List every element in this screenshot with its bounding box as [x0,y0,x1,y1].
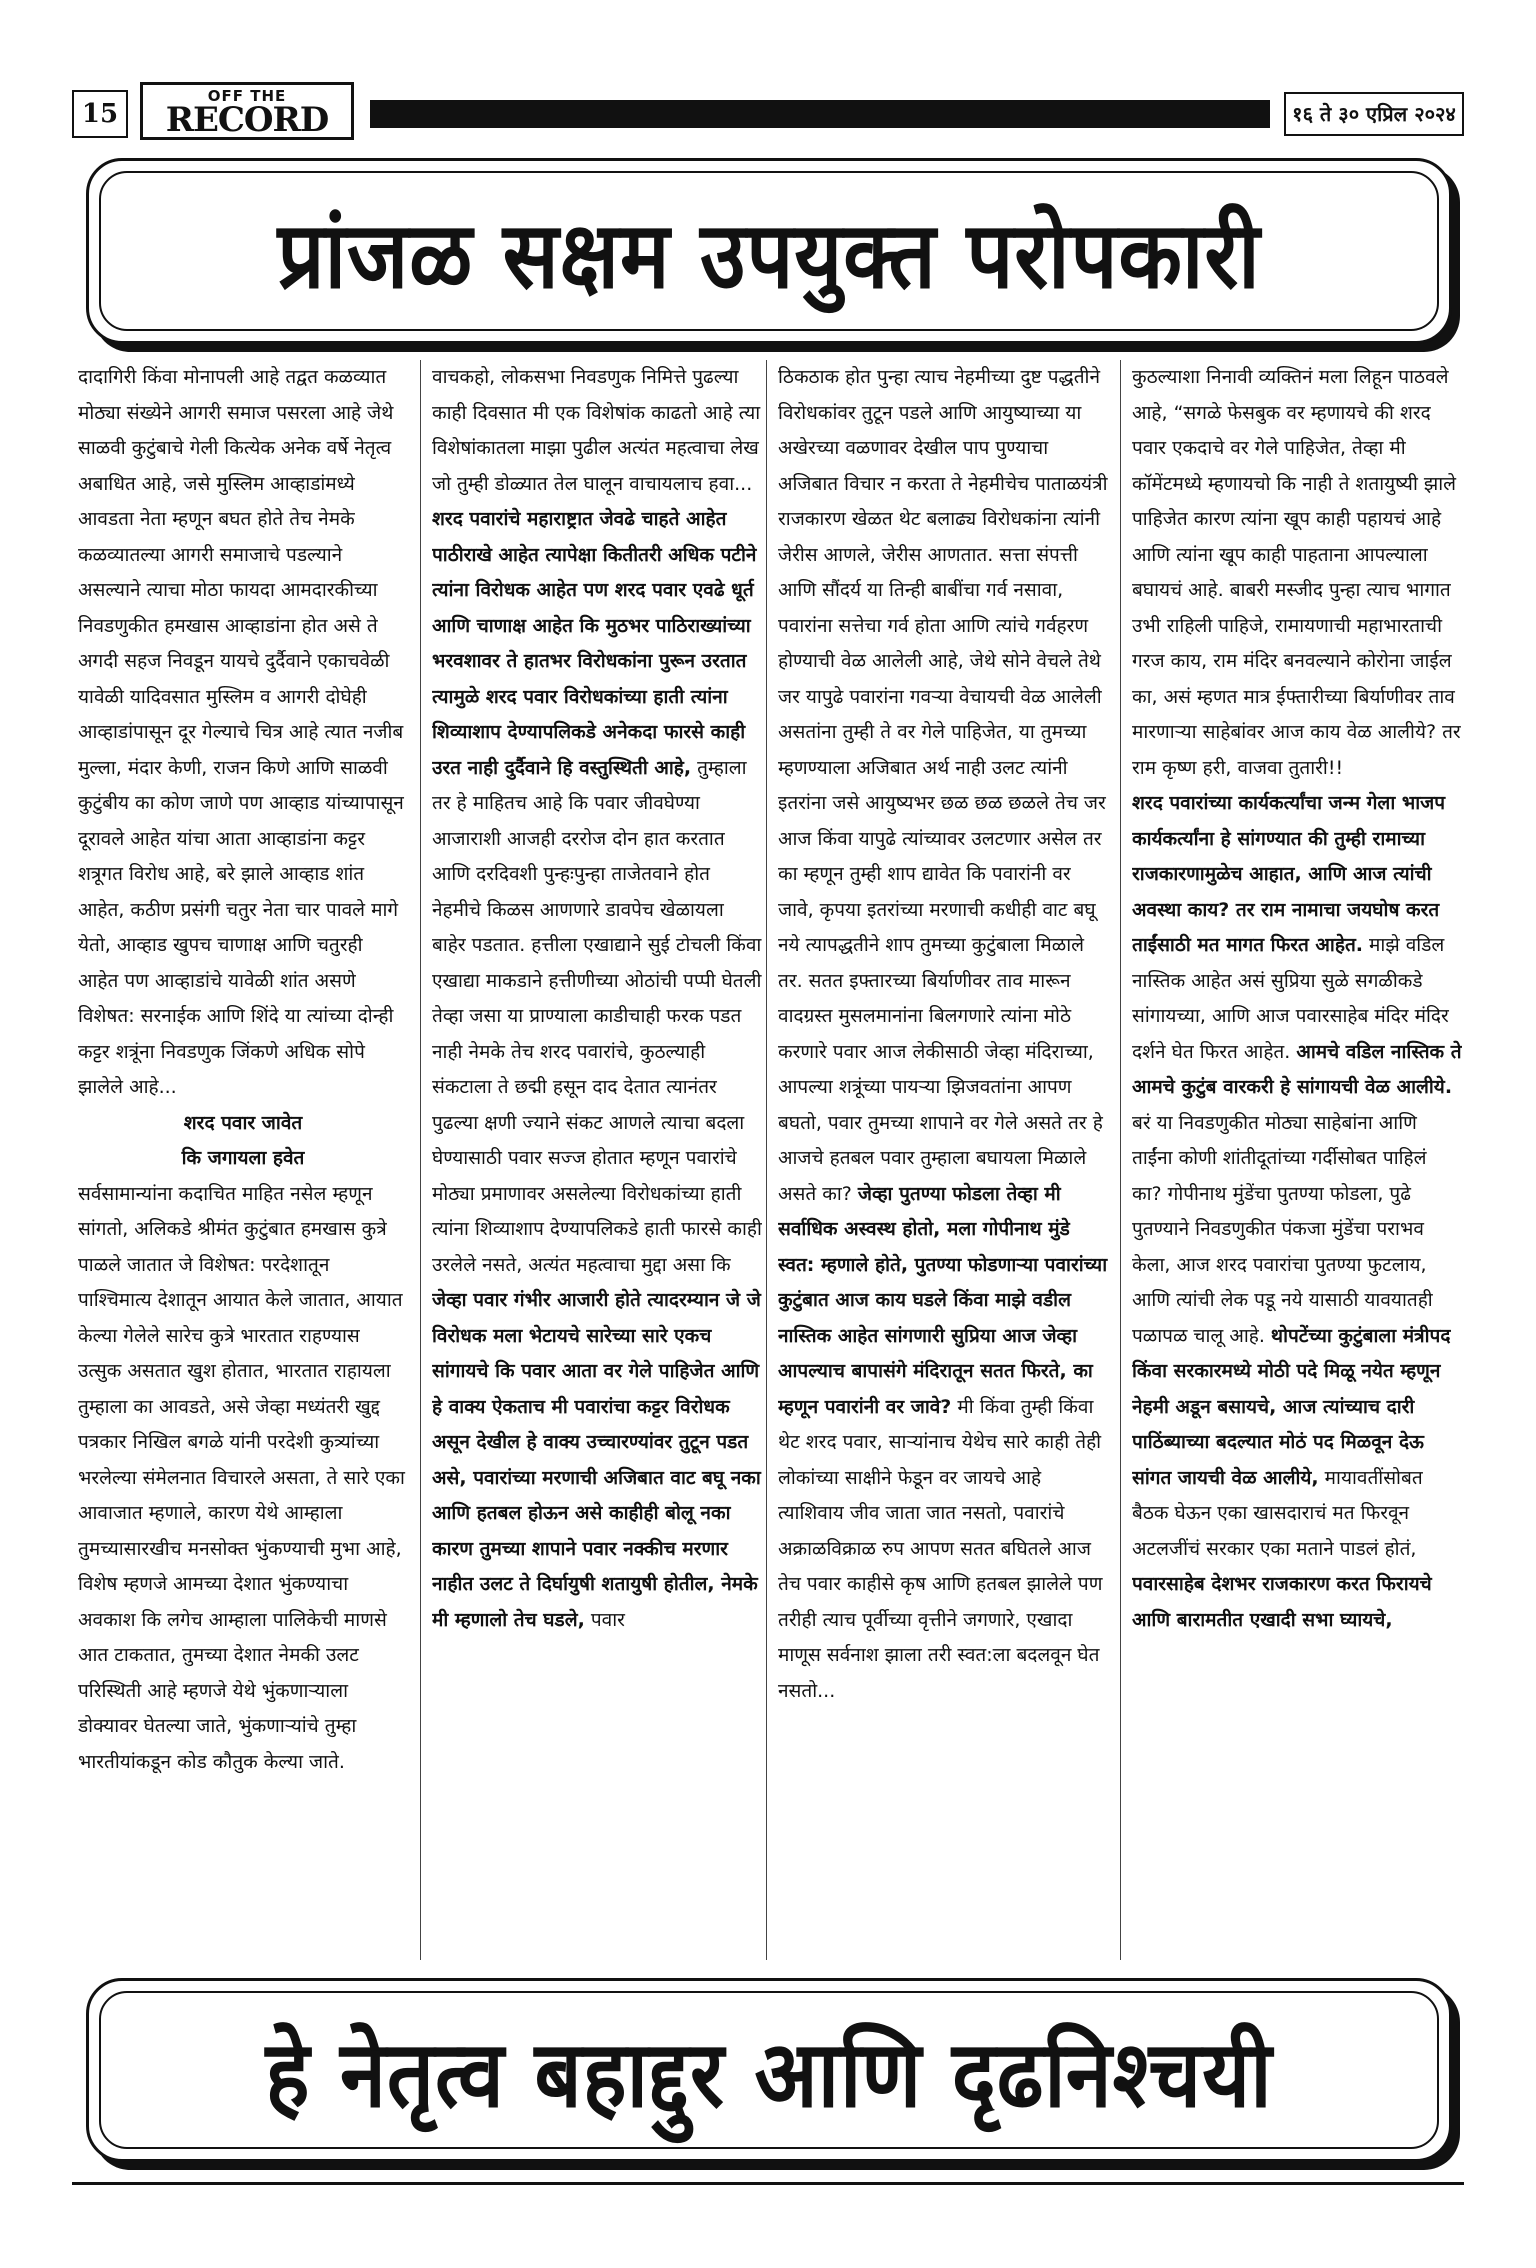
body-text: पवार [584,1608,625,1631]
bold-text: शरद पवारांचे महाराष्ट्रात जेवढे चाहते आहेत पाठीराखे आहेत त्यापेक्षा कितीतरी अधिक पटीने त्यांना विरोधक आहेत पण शरद पवार एवढे धूर्त आणि चाणाक्ष आहेत कि मुठभर पाठिराख्यांच्या भरवशावर ते हातभर विरोधकांना पुरून उरतात त्यामुळे शरद पवार विरोधकांच्या हाती त्यांना शिव्याशाप देण्यापलिकडे अनेकदा फारसे काही उरत नाही दुर्दैवाने हि वस्तुस्थिती आहे, [432,508,757,779]
body-text: मायावतींसोबत बैठक घेऊन एका खासदाराचं मत फिरवून अटलजींचं सरकार एका मताने पाडलं होतं, [1132,1466,1423,1560]
bold-text: शरद पवारांच्या कार्यकर्त्यांचा जन्म गेला भाजप कार्यकर्त्यांना हे सांगण्यात की तुम्ही रामाच्या राजकारणामुळेच आहात, आणि आज त्यांची अवस्था काय? तर राम नामाचा जयघोष करत ताईंसाठी मत मागत फिरत आहेत. [1132,792,1446,956]
header-rule-bar [370,100,1270,128]
bold-text: जेव्हा पवार गंभीर आजारी होते त्यादरम्यान जे जे विरोधक मला भेटायचे सारेच्या सारे एकच सांगायचे कि पवार आता वर गेले पाहिजेत आणि हे वाक्य ऐकताच मी पवारांचा कट्टर विरोधक असून देखील हे वाक्य उच्चारण्यांवर तुटून पडत असे, पवारांच्या मरणाची अजिबात वाट बघू नका आणि हतबल होऊन असे काहीही बोलू नका कारण तुमच्या शापाने पवार नक्कीच मरणार नाहीत उलट ते दिर्घायुषी शतायुषी होतील, नेमके मी म्हणालो तेच घडले, [432,1289,761,1631]
article-column-3 [778,360,1108,1958]
page-number: 15 [72,90,128,138]
body-text: ठिकठाक होत पुन्हा त्याच नेहमीच्या दुष्ट पद्धतीने विरोधकांवर तुटून पडले आणि आयुष्याच्या या अखेरच्या वळणावर देखील पाप पुण्याचा अजिबात विचार न करता ते नेहमीचेच पाताळयंत्री राजकारण खेळत थेट बलाढ्य विरोधकांना त्यांनी जेरीस आणले, जेरीस आणतात. सत्ता संपत्ती आणि सौंदर्य या तिन्ही बाबींचा गर्व नसावा, पवारांना सत्तेचा गर्व होता आणि त्यांचे गर्वहरण होण्याची वेळ आलेली आहे, जेथे सोने वेचले तेथे जर यापुढे पवारांना गवऱ्या वेचायची वेळ आलेली असतांना तुम्ही ते वर गेले पाहिजेत, या तुमच्या म्हणण्याला अजिबात अर्थ नाही उलट त्यांनी इतरांना जसे आयुष्यभर छळ छळ छळले तेच जर आज किंवा यापुढे त्यांच्यावर उलटणार असेल तर का म्हणून तुम्ही शाप द्यावेत कि पवारांनी वर जावे, कृपया इतरांच्या मरणाची कधीही वाट बघू नये त्यापद्धतीने शाप तुमच्या कुटुंबाला मिळाले तर. सतत इफ्तारच्या बिर्याणीवर ताव मारून वादग्रस्त मुसलमानांना बिलगणारे त्यांना मोठे करणारे पवार आज लेकीसाठी जेव्हा मंदिराच्या, आपल्या शत्रूंच्या पायऱ्या झिजवतांना आपण बघतो, पवार तुमच्या शापाने वर गेले असते तर हे आजचे हतबल पवार तुम्हाला बघायला मिळाले असते का? [778,366,1108,1205]
paragraph: सर्वसामान्यांना कदाचित माहित नसेल म्हणून सांगतो, अलिकडे श्रीमंत कुटुंबात हमखास कुत्रे पाळले जातात जे विशेषत: परदेशातून पाश्चिमात्य देशातून आयात केले जातात, आयात केल्या गेलेले सारेच कुत्रे भारतात राहण्यास उत्सुक असतात खुश होतात, भारतात राहायला तुम्हाला का आवडते, असे जेव्हा मध्यंतरी खुद्द पत्रकार निखिल बगळे यांनी परदेशी कुत्र्यांच्या भरलेल्या संमेलनात विचारले असता, ते सारे एका आवाजात म्हणाले, कारण येथे आम्हाला तुमच्यासारखीच मनसोक्त भुंकण्याची मुभा आहे, विशेष म्हणजे आमच्या देशात भुंकण्याचा अवकाश कि लगेच आम्हाला पालिकेची माणसे आत टाकतात, तुमच्या देशात नेमकी उलट परिस्थिती आहे म्हणजे येथे भुंकणाऱ्याला डोक्यावर घेतल्या जाते, भुंकणाऱ्यांचे तुम्हा भारतीयांकडून कोड कौतुक केल्या जाते. [78,1182,405,1773]
column-divider [420,360,421,1960]
bold-text: आमचे वडिल नास्तिक ते आमचे कुटुंब वारकरी हे सांगायची वेळ आलीये. [1132,1040,1462,1098]
body-text: तुम्हाला तर हे माहितच आहे कि पवार जीवघेण्या आजाराशी आजही दररोज दोन हात करतात आणि दरदिवशी पुन्हःपुन्हा ताजेतवाने होत नेहमीचे किळस आणणारे डावपेच खेळायला बाहेर पडतात. हत्तीला एखाद्याने सुई टोचली किंवा एखाद्या माकडाने हत्तीणीच्या ओठांची पप्पी घेतली तेव्हा जसा या प्राण्याला काडीचाही फरक पडत नाही नेमके तेच शरद पवारांचे, कुठल्याही संकटाला ते छद्मी हसून दाद देतात त्यानंतर पुढल्या क्षणी ज्याने संकट आणले त्याचा बदला घेण्यासाठी पवार सज्ज होतात म्हणून पवारांचे मोठ्या प्रमाणावर असलेल्या विरोधकांच्या हाती त्यांना शिव्याशाप देण्यापलिकडे हाती फारसे काही उरलेले नसते, अत्यंत महत्वाचा मुद्दा असा कि [432,756,762,1276]
body-text: बरं या निवडणुकीत मोठ्या साहेबांना आणि ताईंना कोणी शांतीदूतांच्या गर्दीसोबत पाहिलं का? गोपीनाथ मुंडेंचा पुतण्या फोडला, पुढे पुतण्याने निवडणुकीत पंकजा मुंडेंचा पराभव केला, आज शरद पवारांचा पुतण्या फुटलाय, आणि त्यांची लेक पडू नये यासाठी यावयातही पळापळ चालू आहे. [1132,1111,1433,1347]
paragraph: दादागिरी किंवा मोनापली आहे तद्वत कळव्यात मोठ्या संख्येने आगरी समाज पसरला आहे जेथे साळवी कुटुंबाचे गेली कित्येक अनेक वर्षे नेतृत्व अबाधित आहे, जसे मुस्लिम आव्हाडांमध्ये आवडता नेता म्हणून बघत होते तेच नेमके कळव्यातल्या आगरी समाजाचे पडल्याने असल्याने त्याचा मोठा फायदा आमदारकीच्या निवडणुकीत हमखास आव्हाडांना होत असे ते अगदी सहज निवडून यायचे दुर्दैवाने एकाचवेळी यावेळी यादिवसात मुस्लिम व आगरी दोघेही आव्हाडांपासून दूर गेल्याचे चित्र आहे त्यात नजीब मुल्ला, मंदार केणी, राजन किणे आणि साळवी कुटुंबीय का कोण जाणे पण आव्हाड यांच्यापासून दूरावले आहेत यांचा आता आव्हाडांना कट्टर शत्रूगत विरोध आहे, बरे झाले आव्हाड शांत आहेत, कठीण प्रसंगी चतुर नेता चार पावले मागे येतो, आव्हाड खुपच चाणाक्ष आणि चतुरही आहेत पण आव्हाडांचे यावेळी शांत असणे विशेषत: सरनाईक आणि शिंदे या त्यांच्या दोन्ही कट्टर शत्रूंना निवडणुक जिंकणे अधिक सोपे झालेले आहे... [78,366,404,1098]
column-divider [1120,360,1121,1960]
body-text: मी किंवा तुम्ही किंवा थेट शरद पवार, साऱ्यांनाच येथेच सारे काही तेही लोकांच्या साक्षीने फेडून वर जायचे आहे त्याशिवाय जीव जाता जात नसतो, पवारांचे अक्राळविक्राळ रुप आपण सतत बघितले आज तेच पवार काहीसे कृष आणि हतबल झालेले पण तरीही त्याच पूर्वीच्या वृत्तीने जगणारे, एखादा माणूस सर्वनाश झाला तरी स्वत:ला बदलवून घेत नसतो... [778,1395,1103,1702]
bold-text: थोपटेंच्या कुटुंबाला मंत्रीपद किंवा सरकारमध्ये मोठी पदे मिळू नयेत म्हणून नेहमी अडून बसायचे, आज त्यांच्याच दारी पाठिंब्याच्या बदल्यात मोठं पद मिळवून देऊ सांगत जायची वेळ आलीये, [1132,1324,1451,1489]
issue-date: १६ ते ३० एप्रिल २०२४ [1284,92,1464,136]
bold-text: पवारसाहेब देशभर राजकारण करत फिरायचे आणि बारामतीत एखादी सभा घ्यायचे, [1132,1573,1432,1631]
paragraph: वाचकहो, लोकसभा निवडणुक निमित्ते पुढल्या काही दिवसात मी एक विशेषांक काढतो आहे त्या विशेषांकातला माझा पुढील अत्यंत महत्वाचा लेख जो तुम्ही डोळ्यात तेल घालून वाचायलाच हवा... [432,366,761,495]
article-column-2 [432,360,762,1958]
headline-top: प्रांजळ सक्षम उपयुक्त परोपकारी [277,201,1261,309]
logo-top-text: OFF THE [207,87,287,105]
subheading: कि जगायला हवेत [181,1147,305,1169]
column-divider [766,360,767,1960]
bold-text: जेव्हा पुतण्या फोडला तेव्हा मी सर्वाधिक अस्वस्थ होतो, मला गोपीनाथ मुंडे स्वत: म्हणाले होते, पुतण्या फोडणाऱ्या पवारांच्या कुटुंबात आज काय घडले किंवा माझे वडील नास्तिक आहेत सांगणारी सुप्रिया आज जेव्हा आपल्याच बापासंगे मंदिरातून सतत फिरते, का म्हणून पवारांनी वर जावे? [778,1182,1108,1418]
logo-main-text: RECORD [165,100,329,140]
article-column-1 [78,360,408,1958]
headline-bottom: हे नेतृत्व बहाद्दुर आणि दृढनिश्चयी [265,2020,1273,2128]
page-header [72,82,1460,144]
subheading: शरद पवार जावेत [183,1111,303,1134]
headline-banner-bottom [86,1978,1452,2162]
headline-banner-top [86,158,1452,344]
paragraph: कुठल्याशा निनावी व्यक्तिनं मला लिहून पाठवले आहे, “सगळे फेसबुक वर म्हणायचे की शरद पवार एकदाचे वर गेले पाहिजेत, तेव्हा मी कॉमेंटमध्ये म्हणायचो कि नाही ते शतायुष्यी झाले पाहिजेत कारण त्यांना खूप काही पहायचं आहे आणि त्यांना खूप काही पाहताना आपल्याला बघायचं आहे. बाबरी मस्जीद पुन्हा त्याच भागात उभी राहिली पाहिजे, रामायणाची महाभारताची गरज काय, राम मंदिर बनवल्याने कोरोना जाईल का, असं म्हणत मात्र ईफ्तारीच्या बिर्याणीवर ताव मारणाऱ्या साहेबांवर आज काय वेळ आलीये? तर राम कृष्ण हरी, वाजवा तुतारी!! [1132,366,1461,779]
paragraph [1132,786,1462,1638]
bottom-rule [72,2182,1464,2185]
off-the-record-logo [140,82,354,140]
article-column-4 [1132,360,1462,1958]
body-text: माझे वडिल नास्तिक आहेत असं सुप्रिया सुळे सगळीकडे सांगायच्या, आणि आज पवारसाहेब मंदिर मंदिर दर्शने घेत फिरत आहेत. [1132,934,1449,1063]
paragraph [778,360,1108,1709]
paragraph [432,502,762,1638]
